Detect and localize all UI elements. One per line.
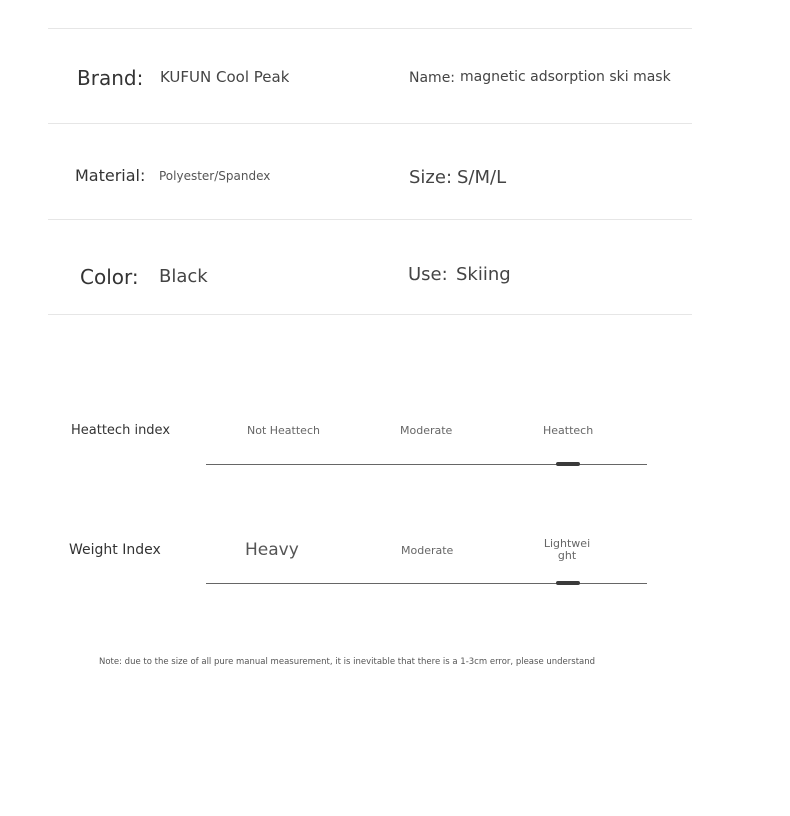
weight-option-lightweight-line1: Lightwei bbox=[543, 537, 591, 550]
size-value: S/M/L bbox=[457, 167, 507, 188]
weight-option-heavy: Heavy bbox=[245, 540, 299, 560]
name-label: Name: bbox=[409, 70, 456, 86]
divider-top bbox=[48, 28, 692, 29]
heattech-scale-line bbox=[206, 464, 647, 465]
material-label: Material: bbox=[75, 166, 146, 185]
heattech-index-label: Heattech index bbox=[71, 423, 171, 438]
color-value: Black bbox=[159, 266, 208, 287]
divider-row-2 bbox=[48, 219, 692, 220]
weight-scale-line bbox=[206, 583, 647, 584]
heattech-option-heattech: Heattech bbox=[543, 424, 594, 437]
weight-option-lightweight bbox=[543, 538, 591, 562]
size-label: Size: bbox=[409, 167, 453, 188]
brand-value-clip bbox=[160, 67, 289, 88]
measurement-note: Note: due to the size of all pure manual measurement, it is inevitable that there is a 1-3cm error, please understand bbox=[99, 657, 596, 667]
use-value: Skiing bbox=[456, 264, 511, 285]
name-value: magnetic adsorption ski mask bbox=[460, 69, 671, 85]
weight-option-lightweight-line2: ght bbox=[557, 549, 577, 562]
brand-value: KUFUN Cool Peak bbox=[160, 68, 290, 86]
divider-row-3 bbox=[48, 314, 692, 315]
color-label: Color: bbox=[80, 265, 139, 289]
weight-option-moderate: Moderate bbox=[401, 544, 454, 557]
brand-label: Brand: bbox=[77, 66, 144, 90]
material-value: Polyester/Spandex bbox=[159, 169, 271, 183]
weight-index-label: Weight Index bbox=[69, 542, 161, 558]
heattech-option-not-heattech: Not Heattech bbox=[247, 424, 320, 437]
heattech-option-moderate: Moderate bbox=[400, 424, 453, 437]
heattech-marker bbox=[556, 462, 580, 466]
use-label: Use: bbox=[408, 264, 448, 285]
weight-marker bbox=[556, 581, 580, 585]
divider-row-1 bbox=[48, 123, 692, 124]
